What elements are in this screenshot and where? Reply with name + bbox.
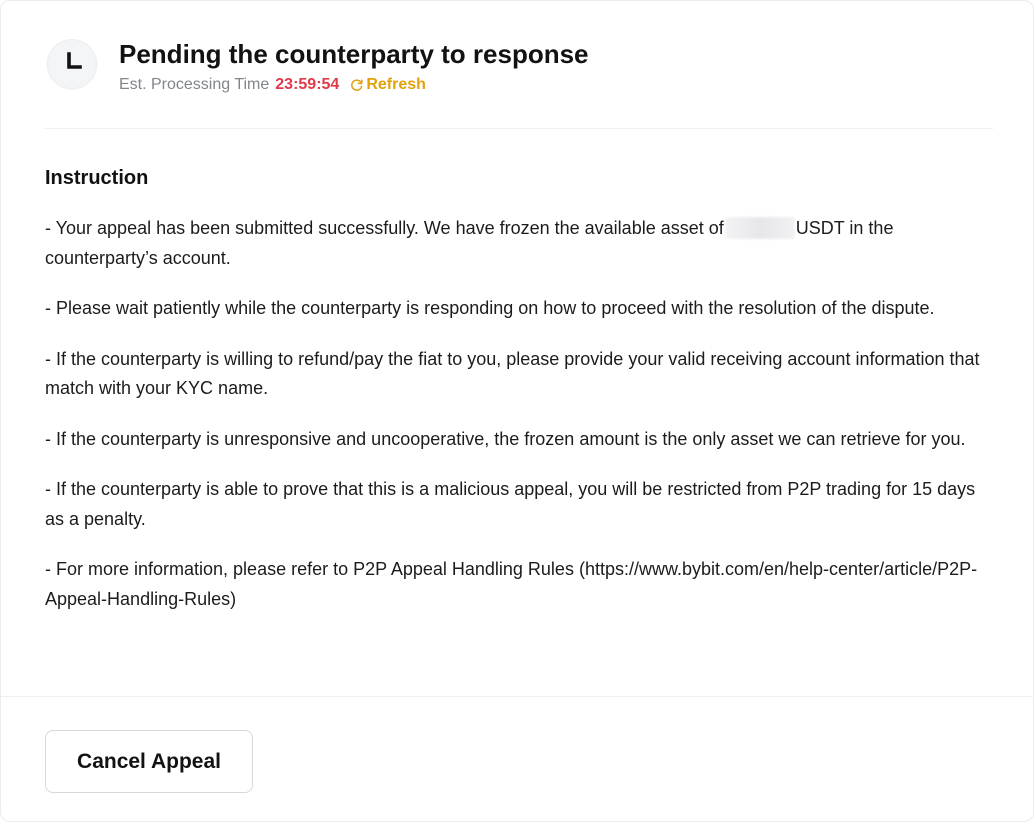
instruction-item: - For more information, please refer to P2P Appeal Handling Rules (https://www.bybit.com/en/help-center/article/P2P-Appeal-Handling-Rules) xyxy=(45,559,978,609)
instruction-item: - If the counterparty is able to prove that this is a malicious appeal, you will be restricted from P2P trading for 15 days as a penalty. xyxy=(45,479,976,529)
page-title: Pending the counterparty to response xyxy=(119,39,589,69)
instruction-list xyxy=(45,214,995,635)
cancel-appeal-button[interactable]: Cancel Appeal xyxy=(45,730,253,793)
refresh-label: Refresh xyxy=(366,76,426,93)
processing-time-label: Est. Processing Time xyxy=(119,76,270,93)
header-divider xyxy=(45,128,993,129)
processing-time-row xyxy=(119,75,426,95)
instruction-heading: Instruction xyxy=(45,167,149,189)
instruction-item: - If the counterparty is unresponsive and uncooperative, the frozen amount is the only asset we can retrieve for you. xyxy=(45,428,966,449)
clock-icon xyxy=(47,39,97,89)
instruction-item: - Please wait patiently while the counterparty is responding on how to proceed with the resolution of the dispute. xyxy=(45,298,935,318)
redacted-amount xyxy=(725,217,795,239)
countdown-timer: 23:59:54 xyxy=(275,76,340,93)
refresh-button[interactable] xyxy=(350,75,426,95)
refresh-icon xyxy=(350,78,364,92)
instruction-item: - If the counterparty is willing to refund/pay the fiat to you, please provide your valid receiving account information that match with your KYC name. xyxy=(45,348,980,398)
footer-divider xyxy=(1,696,1034,697)
instruction-item: - Your appeal has been submitted successfully. We have frozen the available asset of USDT in the counterparty’s account. xyxy=(45,218,894,268)
